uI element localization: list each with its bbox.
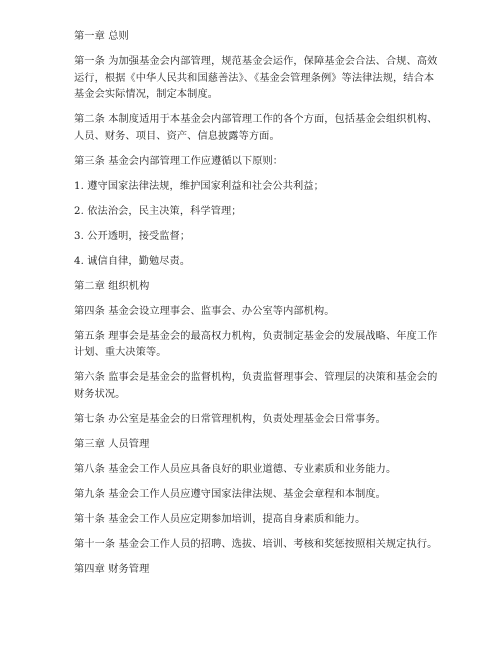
chapter-heading: 第二章 组织机构 xyxy=(74,280,150,292)
chapter-heading: 第一章 总则 xyxy=(74,31,129,42)
chapter-heading: 第三章 人员管理 xyxy=(74,438,150,450)
list-item: 4. 诚信自律，勤勉尽责。 xyxy=(74,255,191,267)
list-item: 3. 公开透明，接受监督； xyxy=(74,230,191,242)
article-paragraph: 第一条 为加强基金会内部管理，规范基金会运作，保障基金会合法、合规、高效运行，根据《中华人民共和国慈善法》、《基金会管理条例》等法律法规，结合本基金会实际情况，制定本制度。 xyxy=(74,56,438,100)
article-paragraph: 第九条 基金会工作人员应遵守国家法律法规、基金会章程和本制度。 xyxy=(74,488,386,500)
article-paragraph: 第十条 基金会工作人员应定期参加培训，提高自身素质和能力。 xyxy=(74,513,366,525)
article-paragraph: 第三条 基金会内部管理工作应遵循以下原则： xyxy=(74,155,284,167)
article-paragraph: 第十一条 基金会工作人员的招聘、选拔、培训、考核和奖惩按照相关规定执行。 xyxy=(74,538,438,550)
article-paragraph: 第七条 办公室是基金会的日常管理机构，负责处理基金会日常事务。 xyxy=(74,413,386,425)
article-paragraph: 第五条 理事会是基金会的最高权力机构，负责制定基金会的发展战略、年度工作计划、重大决策等。 xyxy=(74,330,438,358)
article-paragraph: 第八条 基金会工作人员应具备良好的职业道德、专业素质和业务能力。 xyxy=(74,463,397,475)
list-item: 2. 依法治会，民主决策，科学管理； xyxy=(74,205,242,217)
article-paragraph: 第六条 监事会是基金会的监督机构，负责监督理事会、管理层的决策和基金会的财务状况。 xyxy=(74,372,438,400)
document-body xyxy=(74,29,438,587)
article-paragraph: 第二条 本制度适用于本基金会内部管理工作的各个方面，包括基金会组织机构、人员、财务、项目、资产、信息披露等方面。 xyxy=(74,114,438,142)
list-item: 1. 遵守国家法律法规，维护国家利益和社会公共利益； xyxy=(74,180,324,192)
article-paragraph: 第四条 基金会设立理事会、监事会、办公室等内部机构。 xyxy=(74,305,335,317)
chapter-heading: 第四章 财务管理 xyxy=(74,563,150,575)
